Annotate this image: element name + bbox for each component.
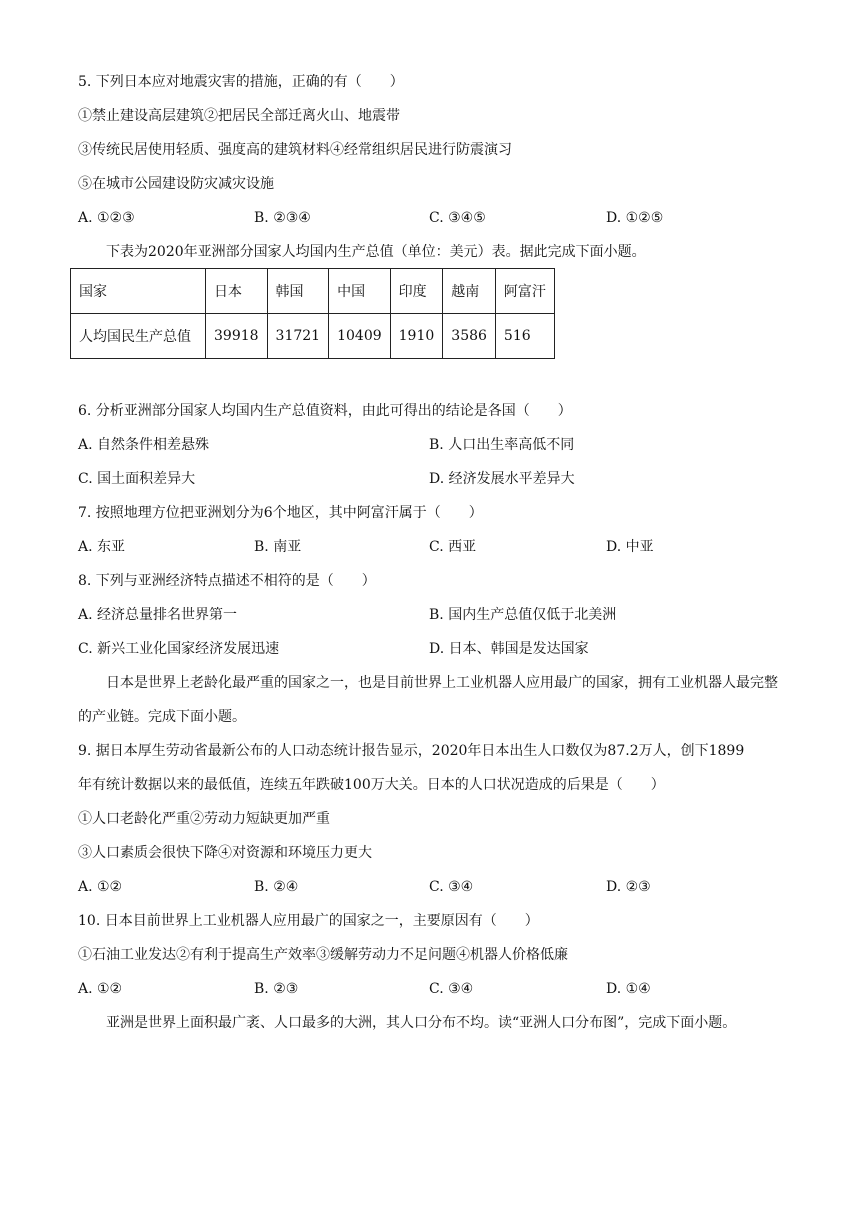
table-cell: 39918 xyxy=(206,314,268,359)
q5-options xyxy=(78,208,783,228)
japan-intro: 日本是世界上老龄化最严重的国家之一，也是目前世界上工业机器人应用最广的国家，拥有工业机器人最完整的产业链。完成下面小题。 xyxy=(78,675,778,725)
q9-options xyxy=(78,877,783,897)
q8-option-a[interactable]: A. 经济总量排名世界第一 xyxy=(78,607,238,623)
q5-option-d[interactable]: D. ①②⑤ xyxy=(606,210,664,226)
q8-stem: 8. 下列与亚洲经济特点描述不相符的是（ ） xyxy=(78,573,376,589)
q5-item-1: ①禁止建设高层建筑②把居民全部迁离火山、地震带 xyxy=(78,108,400,124)
q8-options-row-2 xyxy=(78,639,783,659)
q6-option-d[interactable]: D. 经济发展水平差异大 xyxy=(429,471,575,487)
q9-stem-line-2: 年有统计数据以来的最低值，连续五年跌破100万大关。日本的人口状况造成的后果是（ ） xyxy=(78,777,665,793)
table-row xyxy=(71,314,555,359)
table-cell: 1910 xyxy=(390,314,443,359)
q7-option-b[interactable]: B. 南亚 xyxy=(254,539,302,555)
gdp-table xyxy=(70,268,555,359)
q10-option-a[interactable]: A. ①② xyxy=(78,981,123,997)
table-cell: 516 xyxy=(495,314,554,359)
q8-option-d[interactable]: D. 日本、韩国是发达国家 xyxy=(429,641,589,657)
q10-option-d[interactable]: D. ①④ xyxy=(606,981,651,997)
q7-option-a[interactable]: A. 东亚 xyxy=(78,539,126,555)
q10-options xyxy=(78,979,783,999)
q5-option-b[interactable]: B. ②③④ xyxy=(254,210,311,226)
q6-options-row-2 xyxy=(78,469,783,489)
q6-options-row-1 xyxy=(78,435,783,455)
table-cell: 31721 xyxy=(267,314,329,359)
q8-option-b[interactable]: B. 国内生产总值仅低于北美洲 xyxy=(429,607,617,623)
q10-stem: 10. 日本目前世界上工业机器人应用最广的国家之一，主要原因有（ ） xyxy=(78,913,539,929)
q7-option-d[interactable]: D. 中亚 xyxy=(606,539,654,555)
table-header-cell: 日本 xyxy=(206,269,268,314)
q9-item-2: ③人口素质会很快下降④对资源和环境压力更大 xyxy=(78,845,372,861)
table-header-cell: 韩国 xyxy=(267,269,329,314)
q9-option-b[interactable]: B. ②④ xyxy=(254,879,299,895)
q5-option-c[interactable]: C. ③④⑤ xyxy=(429,210,486,226)
q9-option-a[interactable]: A. ①② xyxy=(78,879,123,895)
q9-option-c[interactable]: C. ③④ xyxy=(429,879,474,895)
q8-options-row-1 xyxy=(78,605,783,625)
table-header-cell: 中国 xyxy=(329,269,391,314)
q6-option-a[interactable]: A. 自然条件相差悬殊 xyxy=(78,437,210,453)
table-header-cell: 越南 xyxy=(443,269,496,314)
q9-stem-line-1: 9. 据日本厚生劳动省最新公布的人口动态统计报告显示，2020年日本出生人口数仅为87.2万人，创下1899 xyxy=(78,743,745,759)
q5-item-2: ③传统民居使用轻质、强度高的建筑材料④经常组织居民进行防震演习 xyxy=(78,142,512,158)
q10-item-1: ①石油工业发达②有利于提高生产效率③缓解劳动力不足问题④机器人价格低廉 xyxy=(78,947,568,963)
q5-item-3: ⑤在城市公园建设防灾减灾设施 xyxy=(78,176,274,192)
q5-stem: 5. 下列日本应对地震灾害的措施，正确的有（ ） xyxy=(78,74,404,90)
table-intro: 下表为2020年亚洲部分国家人均国内生产总值（单位：美元）表。据此完成下面小题。 xyxy=(106,244,646,260)
table-cell: 10409 xyxy=(329,314,391,359)
q5-option-a[interactable]: A. ①②③ xyxy=(78,210,135,226)
q7-stem: 7. 按照地理方位把亚洲划分为6个地区，其中阿富汗属于（ ） xyxy=(78,505,483,521)
q9-item-1: ①人口老龄化严重②劳动力短缺更加严重 xyxy=(78,811,330,827)
table-row xyxy=(71,269,555,314)
q6-option-b[interactable]: B. 人口出生率高低不同 xyxy=(429,437,575,453)
q6-option-c[interactable]: C. 国土面积差异大 xyxy=(78,471,196,487)
q6-stem: 6. 分析亚洲部分国家人均国内生产总值资料，由此可得出的结论是各国（ ） xyxy=(78,403,572,419)
q9-option-d[interactable]: D. ②③ xyxy=(606,879,651,895)
table-header-cell: 印度 xyxy=(390,269,443,314)
q8-option-c[interactable]: C. 新兴工业化国家经济发展迅速 xyxy=(78,641,280,657)
asia-intro: 亚洲是世界上面积最广袤、人口最多的大洲，其人口分布不均。读“亚洲人口分布图”，完成下面小题。 xyxy=(106,1015,737,1031)
q10-option-c[interactable]: C. ③④ xyxy=(429,981,474,997)
table-header-cell: 阿富汗 xyxy=(495,269,554,314)
table-cell: 3586 xyxy=(443,314,496,359)
q7-option-c[interactable]: C. 西亚 xyxy=(429,539,477,555)
table-header-label: 国家 xyxy=(71,269,206,314)
q10-option-b[interactable]: B. ②③ xyxy=(254,981,299,997)
q7-options xyxy=(78,537,783,557)
table-row-label: 人均国民生产总值 xyxy=(71,314,206,359)
